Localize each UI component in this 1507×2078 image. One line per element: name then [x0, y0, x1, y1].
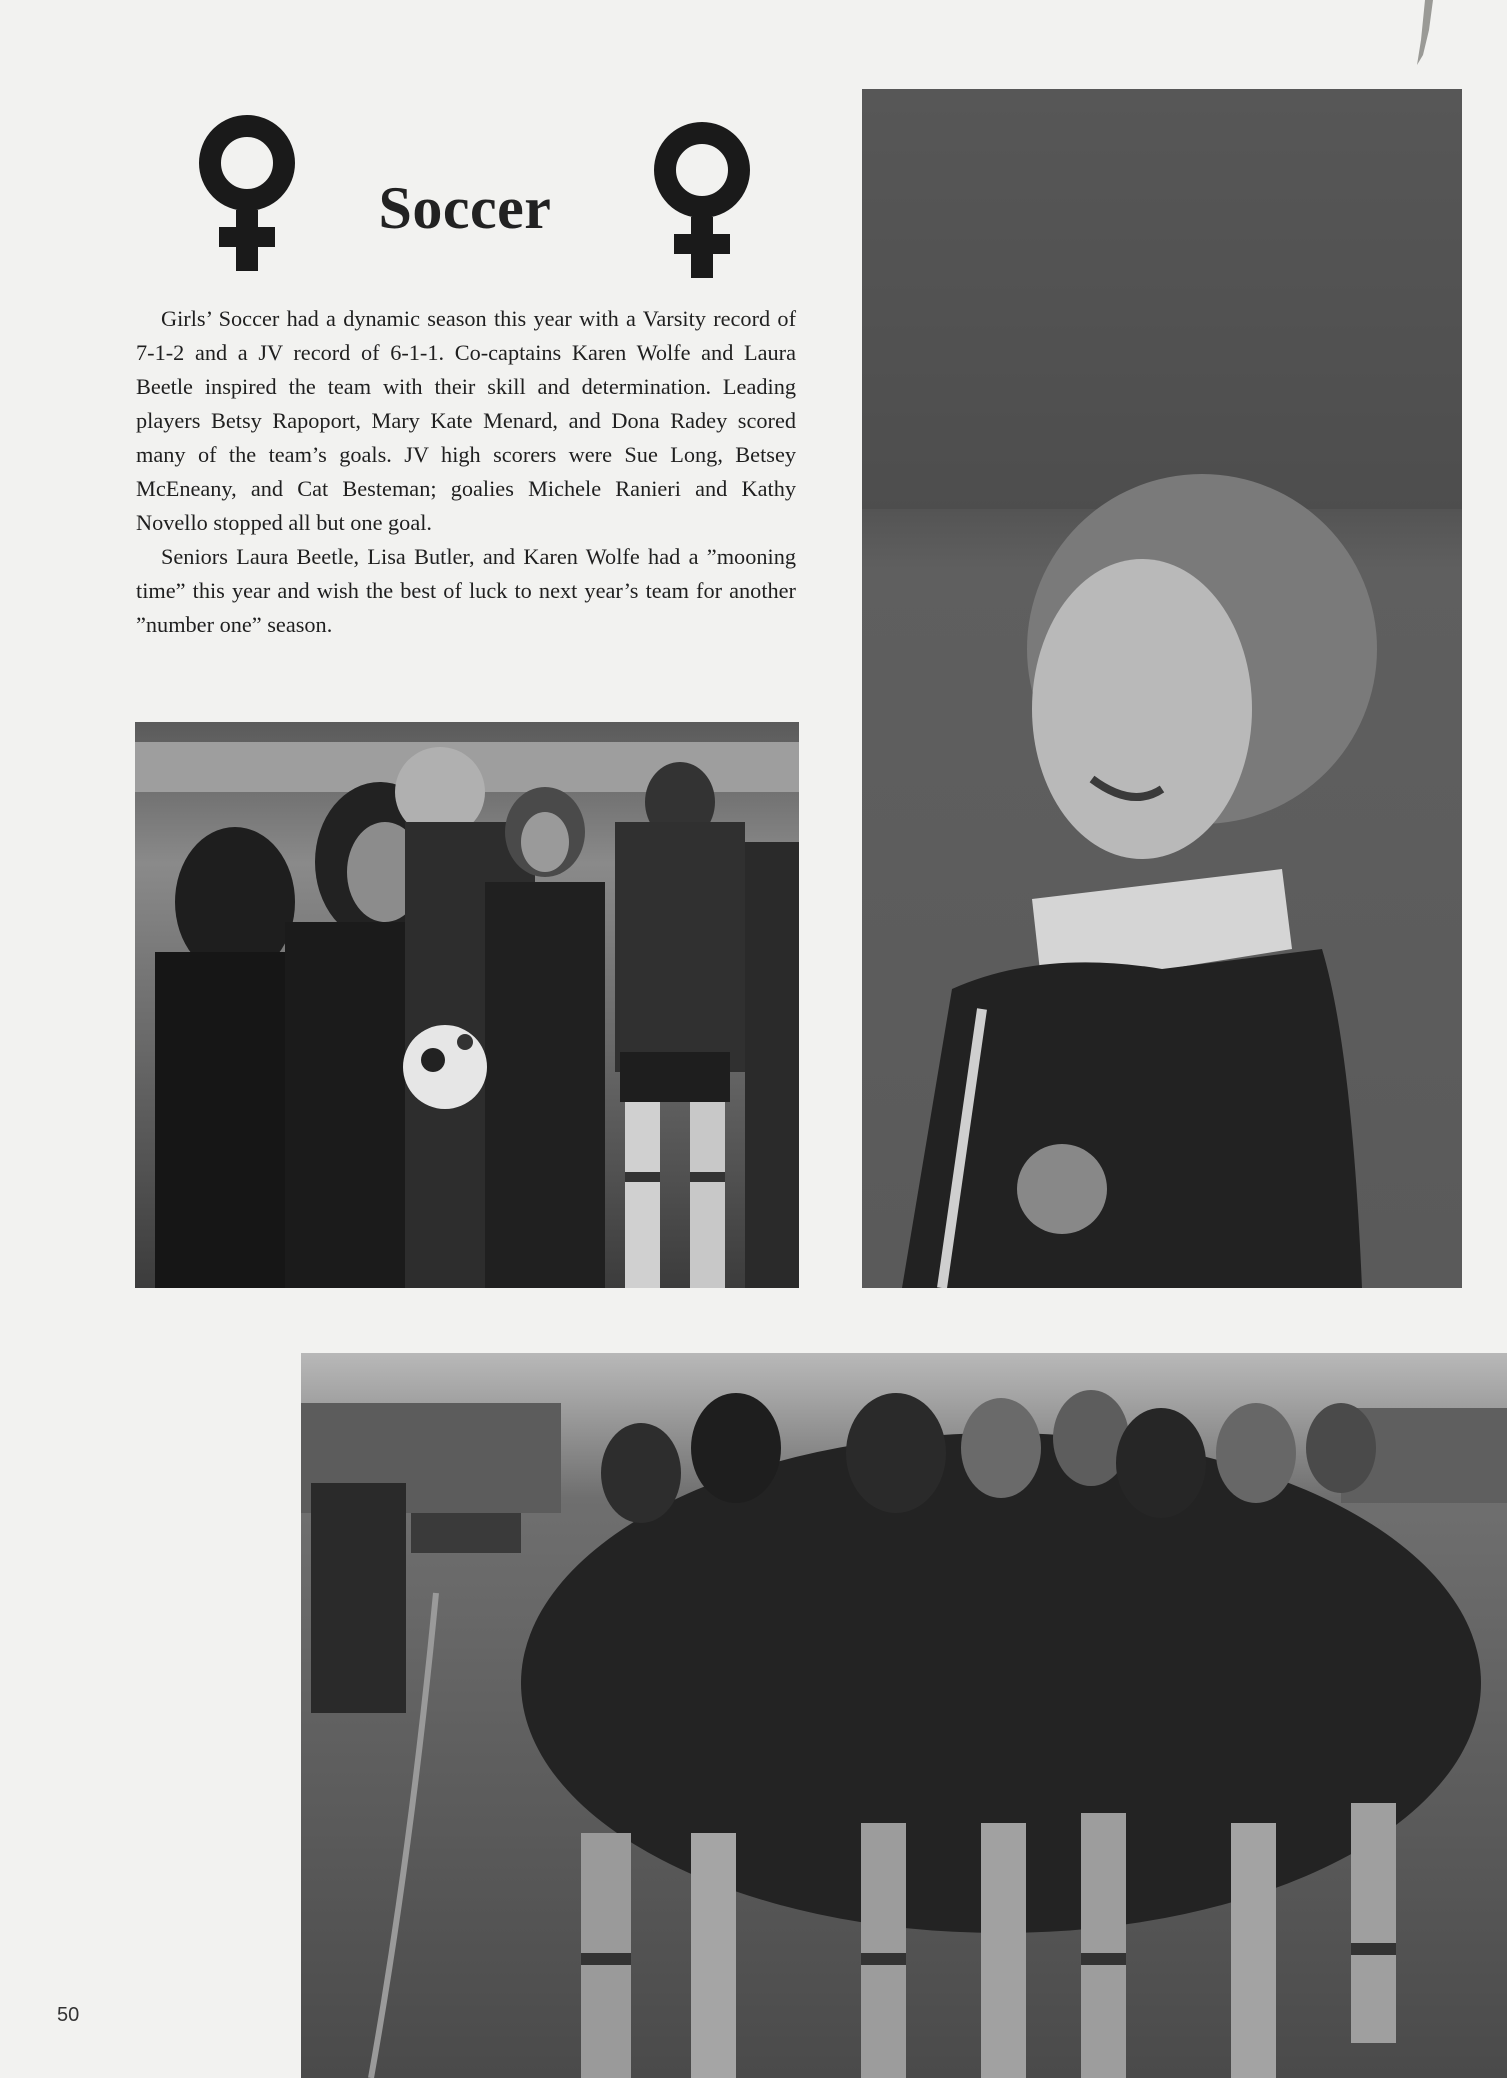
coach-portrait-photo — [862, 89, 1462, 1288]
team-bench-photo — [135, 722, 799, 1288]
article-body — [136, 302, 796, 642]
article-paragraph: Girls’ Soccer had a dynamic season this year with a Varsity record of 7-1-2 and a JV record of 6-1-1. Co-captains Karen Wolfe and Laura Beetle inspired the team with their skill and determination. Leading players Betsy Rapoport, Mary Kate Menard, and Dona Radey scored many of the team’s goals. JV high scorers were Sue Long, Betsey McEneany, and Cat Besteman; goalies Michele Ranieri and Kathy Novello stopped all but one goal. — [136, 306, 796, 535]
page-number: 50 — [57, 2004, 80, 2026]
venus-symbol-icon — [652, 122, 752, 278]
page-title: Soccer — [378, 175, 552, 241]
article-paragraph: Seniors Laura Beetle, Lisa Butler, and Karen Wolfe had a ”mooning time” this year and wish the best of luck to next year’s team for another ”number one” season. — [136, 544, 796, 637]
venus-symbol-icon — [197, 115, 297, 271]
page-tear-mark — [1403, 0, 1443, 70]
team-huddle-photo — [301, 1353, 1507, 2078]
